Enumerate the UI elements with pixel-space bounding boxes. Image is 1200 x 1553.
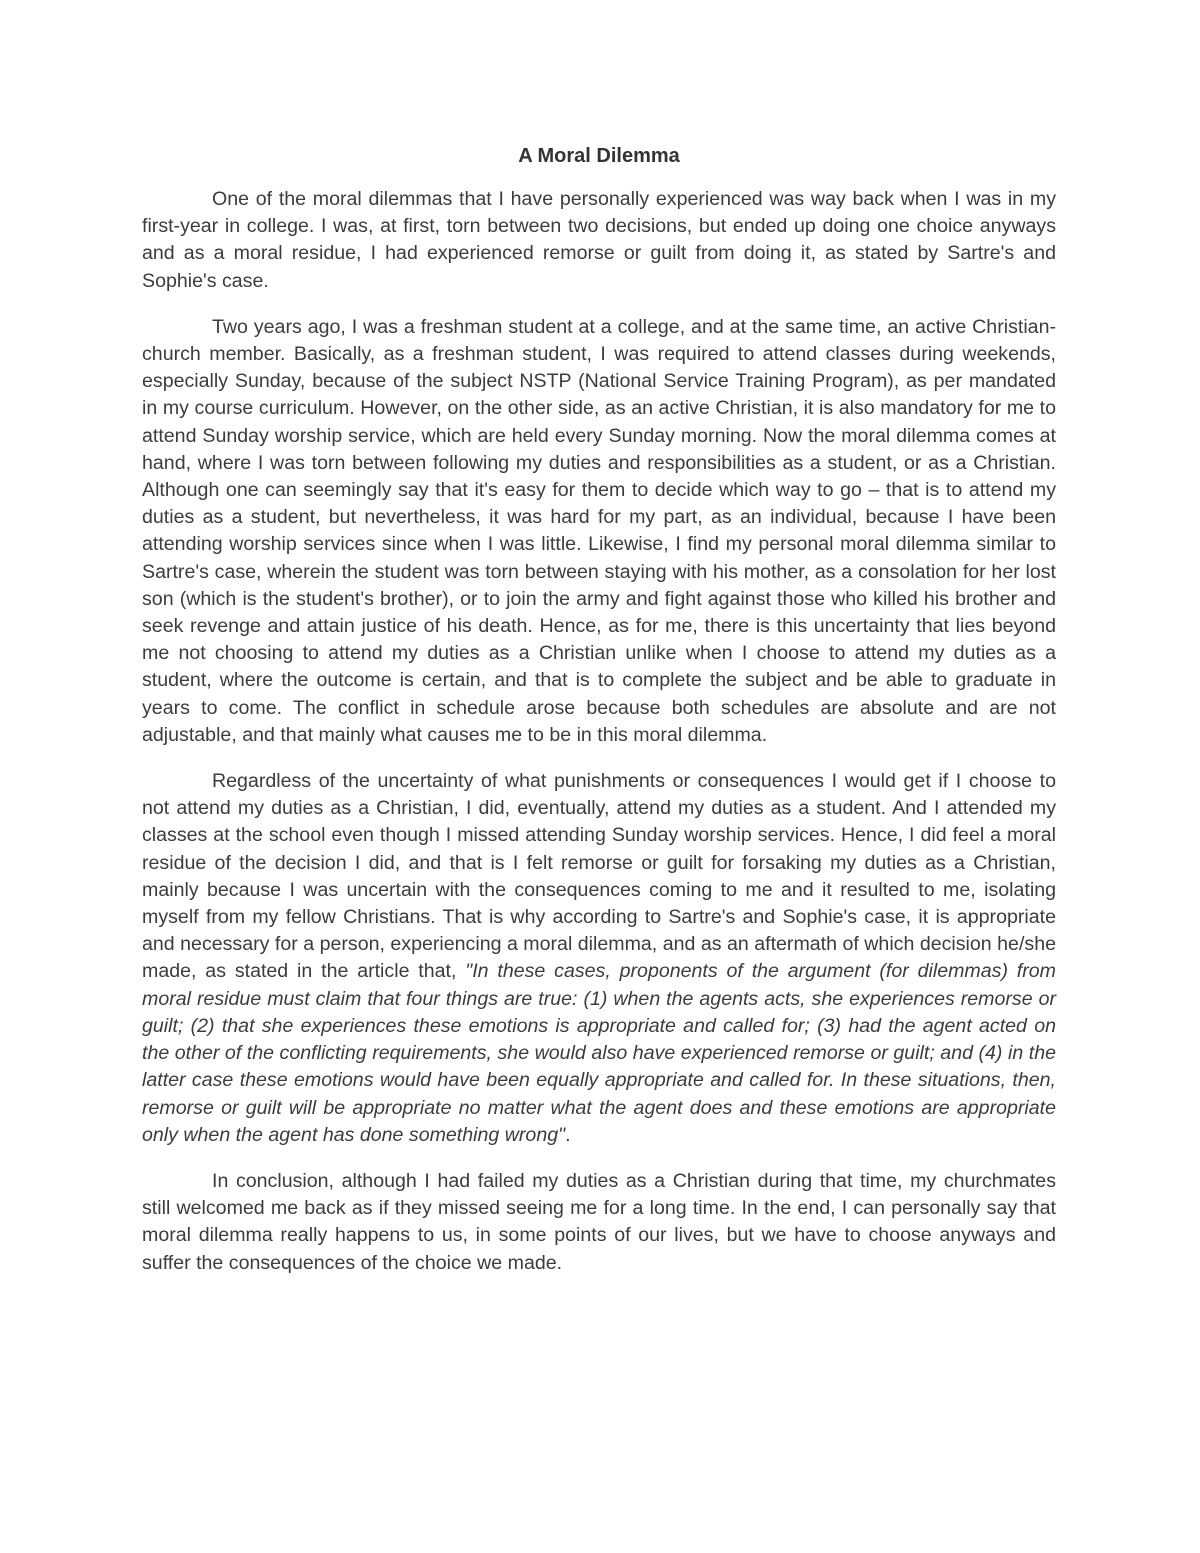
document-body bbox=[142, 142, 1056, 1296]
paragraph-1-text: One of the moral dilemmas that I have personally experienced was way back when I was in my first-year in college. I was, at first, torn between two decisions, but ended up doing one choice anyways and as a moral residue, I had experienced remorse or guilt from doing it, as stated by Sartre's and Sophie's case. bbox=[142, 188, 1056, 292]
paragraph-4 bbox=[142, 1168, 1056, 1277]
paragraph-1 bbox=[142, 186, 1056, 295]
paragraph-4-text: In conclusion, although I had failed my duties as a Christian during that time, my churchmates still welcomed me back as if they missed seeing me for a long time. In the end, I can personally say that moral dilemma really happens to us, in some points of our lives, but we have to choose anyways and suffer the consequences of the choice we made. bbox=[142, 1169, 1056, 1274]
paragraph-3-end: . bbox=[565, 1123, 571, 1146]
quoted-passage: "In these cases, proponents of the argument (for dilemmas) from moral residue must claim that four things are true: (1) when the agents acts, she experiences remorse or guilt; (2) that she experiences these emotions is appropriate and called for; (3) had the agent acted on the other of the conflicting requirements, she would also have experienced remorse or guilt; and (4) in the latter case these emotions would have been equally appropriate and called for. In these situations, then, remorse or guilt will be appropriate no matter what the agent does and these emotions are appropriate only when the agent has done something wrong" bbox=[142, 960, 1056, 1146]
document-title: A Moral Dilemma bbox=[518, 145, 680, 167]
paragraph-2-text: Two years ago, I was a freshman student at a college, and at the same time, an active Christian-church member. Basically, as a freshman student, I was required to attend classes during weekends, especially Sunday, because of the subject NSTP (National Service Training Program), as per mandated in my course curriculum. However, on the other side, as an active Christian, it is also mandatory for me to attend Sunday worship service, which are held every Sunday morning. Now the moral dilemma comes at hand, where I was torn between following my duties and responsibilities as a student, or as a Christian. Although one can seemingly say that it's easy for them to decide which way to go – that is to attend my duties as a student, but nevertheless, it was hard for my part, as an individual, because I have been attending worship services since when I was little. Likewise, I find my personal moral dilemma similar to Sartre's case, wherein the student was torn between staying with his mother, as a consolation for her lost son (which is the student's brother), or to join the army and fight against those who killed his brother and seek revenge and attain justice of his death. Hence, as for me, there is this uncertainty that lies beyond me not choosing to attend my duties as a Christian unlike when I choose to attend my duties as a student, where the outcome is certain, and that is to complete the subject and be able to graduate in years to come. The conflict in schedule arose because both schedules are absolute and are not adjustable, and that mainly what causes me to be in this moral dilemma. bbox=[142, 315, 1056, 746]
paragraph-2 bbox=[142, 314, 1056, 749]
paragraph-3-text: Regardless of the uncertainty of what punishments or consequences I would get if I choose to not attend my duties as a Christian, I did, eventually, attend my duties as a student. And I attended my classes at the school even though I missed attending Sunday worship services. Hence, I did feel a moral residue of the decision I did, and that is I felt remorse or guilt for forsaking my duties as a Christian, mainly because I was uncertain with the consequences coming to me and it resulted to me, isolating myself from my fellow Christians. That is why according to Sartre's and Sophie's case, it is appropriate and necessary for a person, experiencing a moral dilemma, and as an aftermath of which decision he/she made, as stated in the article that, bbox=[142, 770, 1056, 983]
paragraph-3 bbox=[142, 768, 1056, 1149]
